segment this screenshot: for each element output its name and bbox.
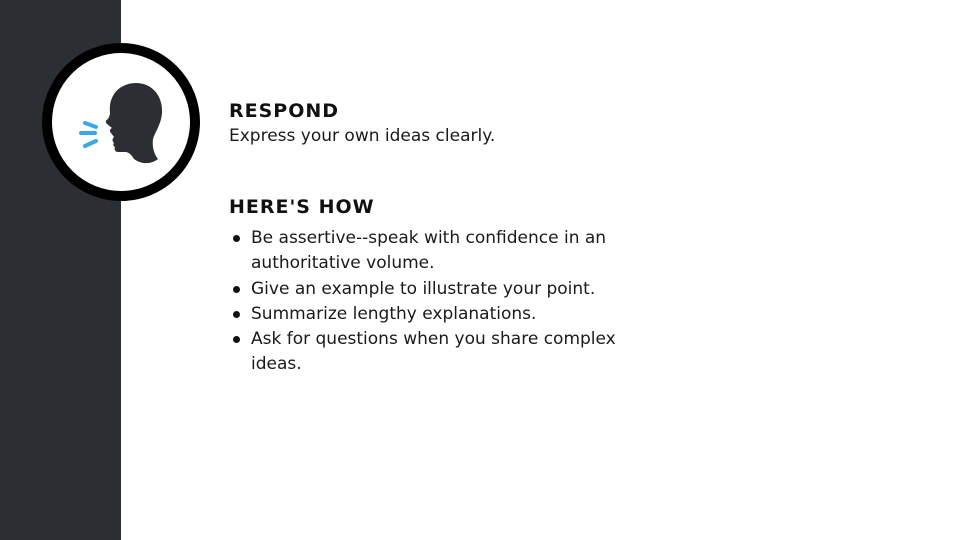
bullet-dot — [233, 235, 240, 242]
bullet-dot — [233, 311, 240, 318]
sound-line-bottom — [85, 141, 96, 146]
head-silhouette — [106, 83, 162, 163]
speaking-head-icon — [52, 53, 190, 191]
sound-line-top — [85, 123, 96, 127]
list-item-text: Be assertive--speak with confidence in an authoritative volume. — [251, 228, 607, 274]
list-item-text: Summarize lengthy explanations. — [251, 303, 537, 324]
list-item-text: Give an example to illustrate your point. — [251, 278, 596, 299]
heres-how-heading: HERE'S HOW — [229, 196, 375, 218]
how-list — [229, 226, 649, 378]
list-item-text: Ask for questions when you share complex ideas. — [251, 329, 616, 375]
icon-badge — [42, 43, 200, 201]
respond-subtitle: Express your own ideas clearly. — [229, 126, 496, 146]
respond-heading: RESPOND — [229, 100, 340, 122]
list-item — [229, 327, 649, 378]
bullet-dot — [233, 336, 240, 343]
list-item — [229, 226, 649, 277]
bullet-dot — [233, 286, 240, 293]
list-item — [229, 277, 649, 302]
list-item — [229, 302, 649, 327]
content-block — [229, 98, 649, 378]
